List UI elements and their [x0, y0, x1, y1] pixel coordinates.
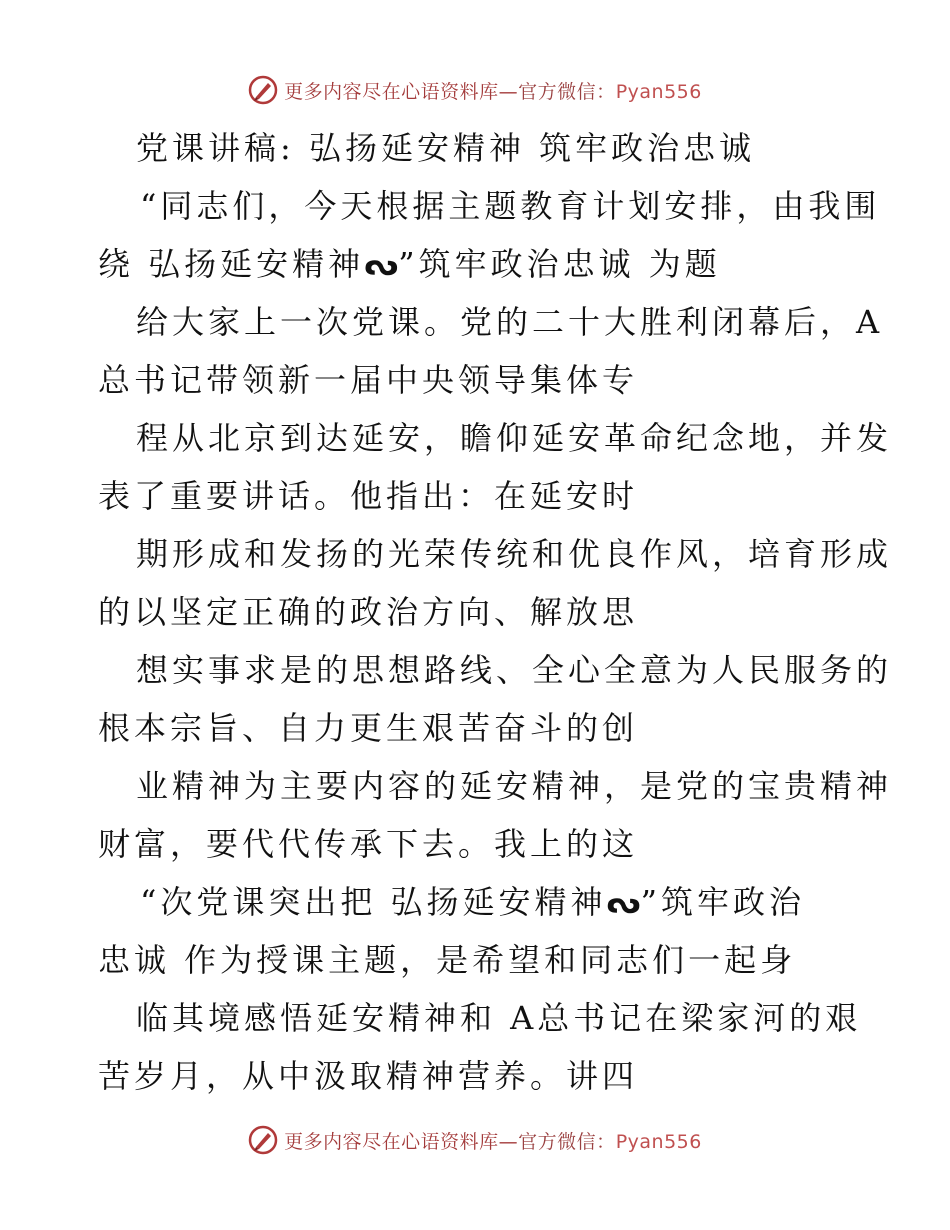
paragraph-line: 程从北京到达延安，瞻仰延安革命纪念地，并发 — [136, 419, 893, 457]
banner-handle: Pyan556 — [615, 1130, 702, 1153]
paragraph-text: ”筑牢政治 — [640, 883, 805, 921]
banner-handle: Pyan556 — [615, 80, 702, 103]
paragraph-line: 的以坚定正确的政治方向、解放思 — [98, 593, 639, 631]
paragraph-line — [140, 882, 805, 922]
banner-text — [284, 1127, 702, 1154]
flourish-icon: ᔓ — [606, 886, 641, 921]
banner-subtitle: 官方微信： — [518, 1130, 616, 1153]
banner-dash: — — [498, 1130, 519, 1153]
header-banner — [0, 70, 950, 110]
paragraph-text: “次党课突出把 弘扬延安精神 — [140, 883, 607, 921]
footer-banner — [0, 1120, 950, 1160]
paragraph-line: 根本宗旨、自力更生艰苦奋斗的创 — [98, 709, 639, 747]
document-title: 党课讲稿: 弘扬延安精神 筑牢政治忠诚 — [136, 129, 756, 167]
pen-logo-icon — [248, 1125, 278, 1155]
paragraph-line: 总书记带领新一届中央领导集体专 — [98, 361, 639, 399]
paragraph-text: ”筑牢政治忠诚 为题 — [398, 245, 721, 283]
banner-title: 更多内容尽在心语资料库 — [284, 80, 499, 103]
paragraph-line: 忠诚 作为授课主题，是希望和同志们一起身 — [98, 941, 797, 979]
paragraph-line: 表了重要讲话。他指出：在延安时 — [98, 477, 639, 515]
banner-text — [284, 77, 702, 104]
banner-dash: — — [498, 80, 519, 103]
paragraph-text: 绕 弘扬延安精神 — [98, 245, 365, 283]
paragraph-line: 业精神为主要内容的延安精神，是党的宝贵精神 — [136, 767, 893, 805]
paragraph-line: 临其境感悟延安精神和 A总书记在梁家河的艰 — [136, 999, 862, 1037]
banner-title: 更多内容尽在心语资料库 — [284, 1130, 499, 1153]
paragraph-line: 财富，要代代传承下去。我上的这 — [98, 825, 639, 863]
paragraph-line: “同志们，今天根据主题教育计划安排，由我围 — [140, 187, 881, 225]
paragraph-line — [98, 244, 721, 284]
paragraph-line: 期形成和发扬的光荣传统和优良作风，培育形成 — [136, 535, 893, 573]
paragraph-line: 想实事求是的思想路线、全心全意为人民服务的 — [136, 651, 893, 689]
flourish-icon: ᔓ — [364, 248, 399, 283]
pen-logo-icon — [248, 75, 278, 105]
paragraph-line: 苦岁月，从中汲取精神营养。讲四 — [98, 1057, 639, 1095]
paragraph-line: 给大家上一次党课。党的二十大胜利闭幕后，A — [136, 303, 884, 341]
banner-subtitle: 官方微信： — [518, 80, 616, 103]
